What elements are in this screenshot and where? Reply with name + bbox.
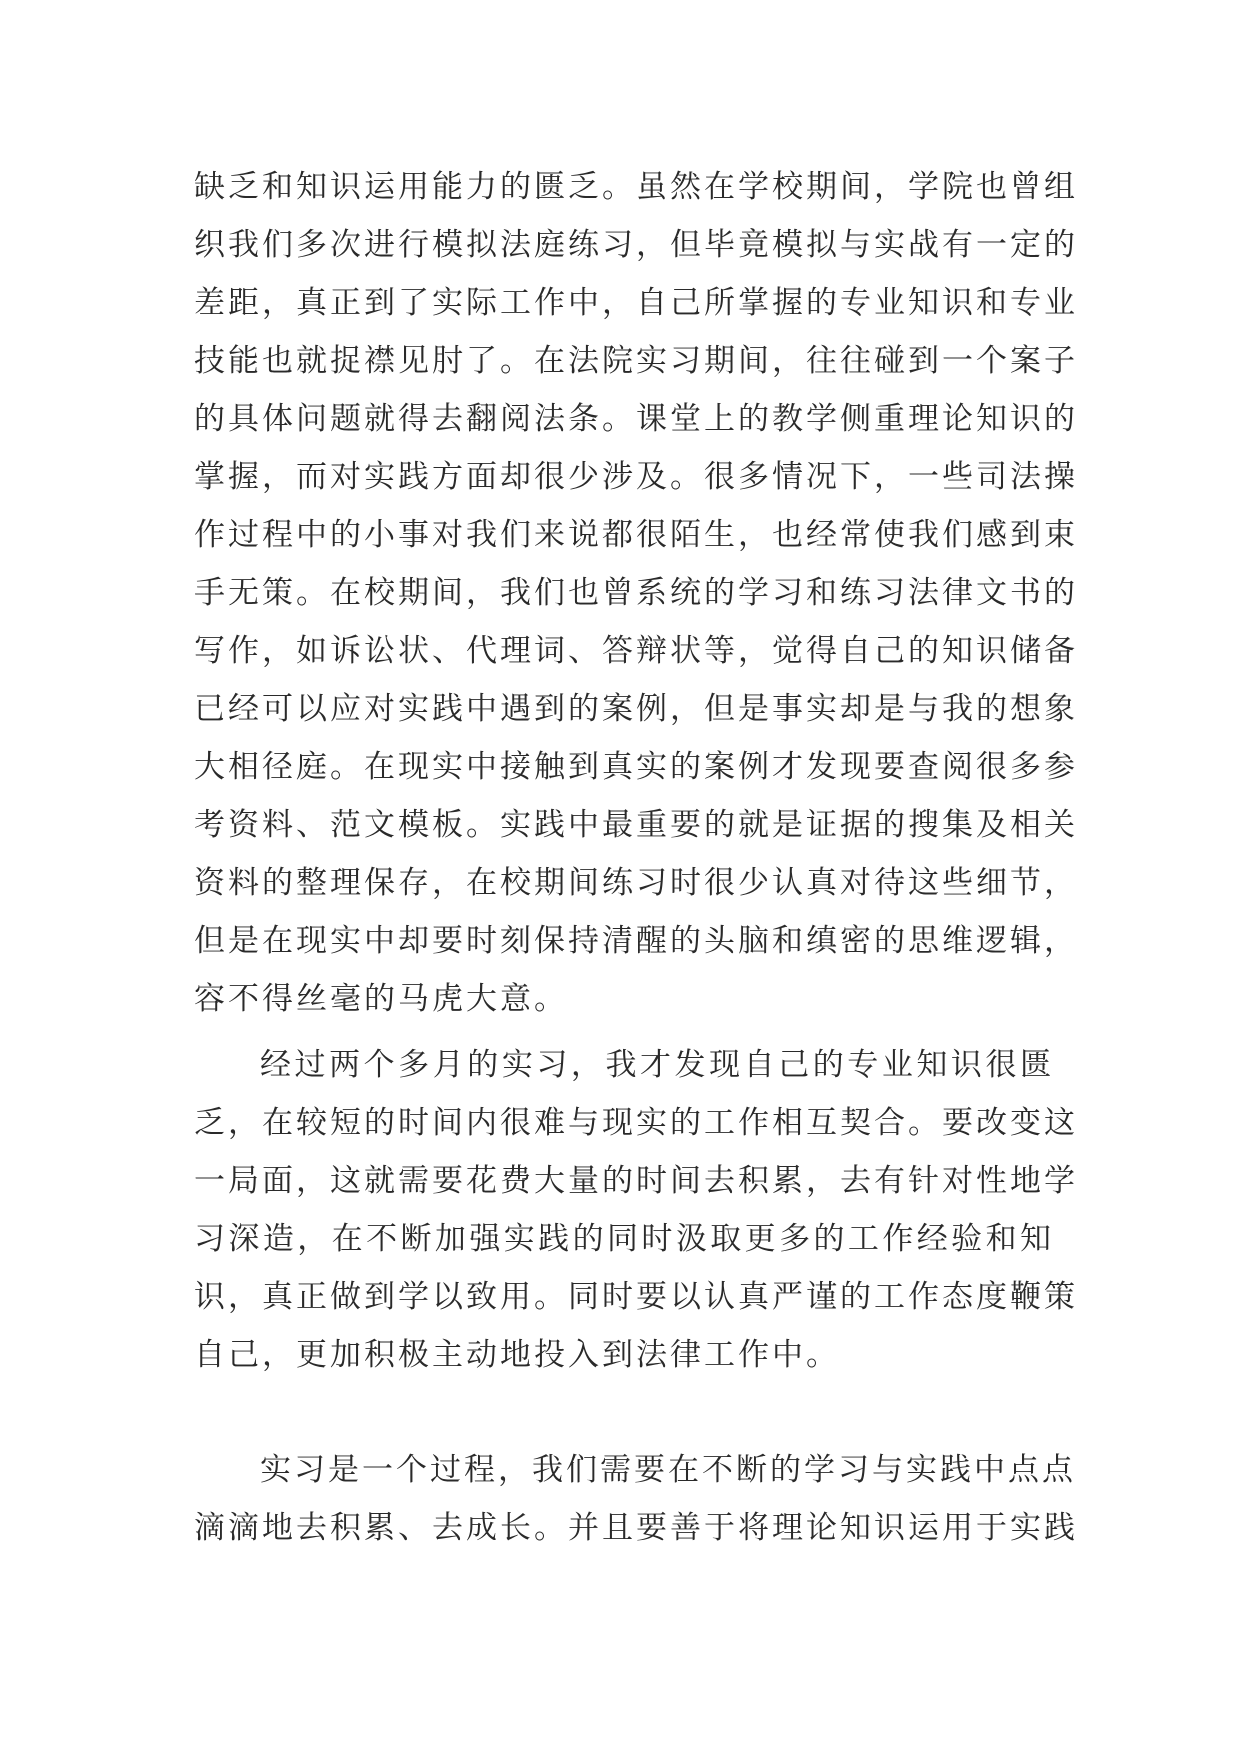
paragraph-reflection bbox=[194, 1036, 1078, 1384]
text-line: 的具体问题就得去翻阅法条。课堂上的教学侧重理论知识的 bbox=[194, 401, 1078, 437]
text-line: 手无策。在校期间，我们也曾系统的学习和练习法律文书的 bbox=[194, 575, 1078, 611]
text-line: 习深造，在不断加强实践的同时汲取更多的工作经验和知 bbox=[194, 1221, 1054, 1257]
text-line: 掌握，而对实践方面却很少涉及。很多情况下，一些司法操 bbox=[194, 459, 1078, 495]
text-line: 写作，如诉讼状、代理词、答辩状等，觉得自己的知识储备 bbox=[194, 633, 1078, 669]
text-line: 大相径庭。在现实中接触到真实的案例才发现要查阅很多参 bbox=[194, 749, 1078, 785]
text-line: 织我们多次进行模拟法庭练习，但毕竟模拟与实战有一定的 bbox=[194, 227, 1078, 263]
text-line: 容不得丝毫的马虎大意。 bbox=[194, 981, 568, 1017]
text-line: 作过程中的小事对我们来说都很陌生，也经常使我们感到束 bbox=[194, 517, 1078, 553]
text-line: 滴滴地去积累、去成长。并且要善于将理论知识运用于实践 bbox=[194, 1510, 1078, 1546]
text-line: 自己，更加积极主动地投入到法律工作中。 bbox=[194, 1337, 840, 1373]
paragraph-conclusion bbox=[194, 1441, 1078, 1557]
text-line: 经过两个多月的实习，我才发现自己的专业知识很匮 bbox=[260, 1047, 1054, 1083]
text-line: 但是在现实中却要时刻保持清醒的头脑和缜密的思维逻辑， bbox=[194, 923, 1078, 959]
text-line: 差距，真正到了实际工作中，自己所掌握的专业知识和专业 bbox=[194, 285, 1078, 321]
text-line: 一局面，这就需要花费大量的时间去积累，去有针对性地学 bbox=[194, 1163, 1078, 1199]
text-line: 缺乏和知识运用能力的匮乏。虽然在学校期间，学院也曾组 bbox=[194, 169, 1078, 205]
text-line: 技能也就捉襟见肘了。在法院实习期间，往往碰到一个案子 bbox=[194, 343, 1078, 379]
text-line: 识，真正做到学以致用。同时要以认真严谨的工作态度鞭策 bbox=[194, 1279, 1078, 1315]
text-line: 实习是一个过程，我们需要在不断的学习与实践中点点 bbox=[260, 1452, 1076, 1488]
text-line: 乏，在较短的时间内很难与现实的工作相互契合。要改变这 bbox=[194, 1105, 1078, 1141]
text-line: 考资料、范文模板。实践中最重要的就是证据的搜集及相关 bbox=[194, 807, 1078, 843]
text-line: 资料的整理保存，在校期间练习时很少认真对待这些细节， bbox=[194, 865, 1078, 901]
paragraph-continuation bbox=[194, 158, 1078, 1028]
text-line: 已经可以应对实践中遇到的案例，但是事实却是与我的想象 bbox=[194, 691, 1078, 727]
